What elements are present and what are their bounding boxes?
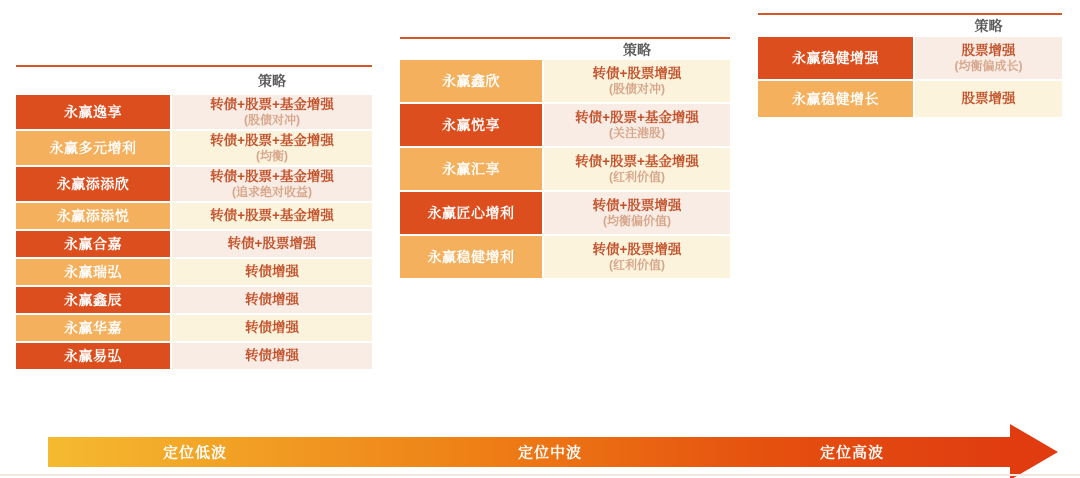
fund-strategy-cell: [544, 192, 730, 234]
fund-strategy-cell: [172, 167, 372, 201]
strategy-note: (股债对冲): [609, 82, 665, 96]
fund-row: [16, 287, 372, 313]
fund-name-cell: 永赢汇享: [400, 148, 542, 190]
strategy-text: 转债+股票+基金增强: [210, 133, 334, 148]
strategy-note: (红利价值): [609, 170, 665, 184]
fund-name-cell: 永赢华嘉: [16, 315, 170, 341]
fund-name-cell: 永赢多元增利: [16, 131, 170, 165]
strategy-note: (追求绝对收益): [232, 185, 312, 199]
fund-name-cell: 永赢稳健增长: [758, 81, 913, 117]
table-rows: [400, 60, 730, 278]
fund-row: [16, 315, 372, 341]
fund-strategy-cell: [915, 37, 1062, 79]
axis-label-mid-volatility: 定位中波: [517, 444, 583, 462]
fund-strategy-cell: [544, 104, 730, 146]
fund-strategy-cell: [172, 231, 372, 257]
fund-strategy-cell: [544, 236, 730, 278]
fund-strategy-cell: [172, 259, 372, 285]
strategy-text: 转债+股票+基金增强: [210, 169, 334, 184]
table-header-row: [758, 15, 1062, 37]
strategy-text: 转债增强: [245, 292, 299, 307]
strategy-column-header: 策略: [623, 41, 651, 58]
fund-row: [400, 60, 730, 102]
fund-name-cell: 永赢匠心增利: [400, 192, 542, 234]
strategy-note: (红利价值): [609, 258, 665, 272]
fund-name-cell: 永赢鑫欣: [400, 60, 542, 102]
axis-label-high-volatility: 定位高波: [819, 444, 885, 462]
fund-strategy-cell: [544, 60, 730, 102]
fund-row: [400, 236, 730, 278]
low-volatility-table: [16, 65, 372, 369]
strategy-column-header: 策略: [974, 18, 1003, 34]
fund-row: [16, 259, 372, 285]
fund-row: [16, 343, 372, 369]
fund-row: [400, 192, 730, 234]
strategy-text: 转债+股票增强: [592, 198, 682, 213]
fund-row: [16, 167, 372, 201]
fund-strategy-cell: [172, 315, 372, 341]
fund-row: [400, 148, 730, 190]
volatility-axis-arrow: [48, 437, 1010, 467]
fund-row: [16, 231, 372, 257]
fund-strategy-cell: [172, 95, 372, 129]
fund-name-cell: 永赢逸享: [16, 95, 170, 129]
axis-label-low-volatility: 定位低波: [162, 444, 228, 462]
strategy-text: 转债增强: [245, 348, 299, 363]
fund-name-cell: 永赢稳健增利: [400, 236, 542, 278]
strategy-note: (股债对冲): [244, 113, 300, 127]
strategy-text: 转债增强: [245, 320, 299, 335]
strategy-text: 股票增强: [961, 91, 1016, 106]
strategy-text: 转债+股票增强: [592, 242, 682, 257]
mid-volatility-table: [400, 37, 730, 278]
strategy-text: 转债+股票+基金增强: [210, 97, 334, 112]
table-header-row: [16, 67, 372, 95]
fund-strategy-cell: [172, 203, 372, 229]
strategy-text: 转债增强: [245, 264, 299, 279]
strategy-text: 转债+股票+基金增强: [575, 110, 699, 125]
strategy-text: 转债+股票增强: [592, 66, 682, 81]
fund-name-cell: 永赢瑞弘: [16, 259, 170, 285]
strategy-column-header: 策略: [258, 73, 286, 89]
fund-name-cell: 永赢添添欣: [16, 167, 170, 201]
strategy-note: (均衡偏成长): [954, 59, 1023, 73]
fund-strategy-cell: [172, 343, 372, 369]
fund-row: [16, 203, 372, 229]
table-header-row: [400, 39, 730, 60]
fund-name-cell: 永赢鑫辰: [16, 287, 170, 313]
fund-name-cell: 永赢易弘: [16, 343, 170, 369]
strategy-note: (均衡偏价值): [603, 214, 671, 228]
bottom-divider: [0, 474, 1080, 476]
fund-name-cell: 永赢稳健增强: [758, 37, 913, 79]
strategy-note: (均衡): [256, 149, 288, 163]
fund-name-cell: 永赢合嘉: [16, 231, 170, 257]
fund-row: [16, 131, 372, 165]
fund-strategy-cell: [544, 148, 730, 190]
fund-strategy-cell: [172, 131, 372, 165]
fund-name-cell: 永赢悦享: [400, 104, 542, 146]
fund-strategy-cell: [915, 81, 1062, 117]
strategy-text: 股票增强: [961, 43, 1016, 58]
fund-row: [758, 81, 1062, 117]
fund-strategy-cell: [172, 287, 372, 313]
high-volatility-table: [758, 13, 1062, 117]
strategy-text: 转债+股票+基金增强: [210, 208, 334, 223]
fund-row: [400, 104, 730, 146]
table-rows: [16, 95, 372, 369]
fund-row: [16, 95, 372, 129]
table-rows: [758, 37, 1062, 117]
strategy-text: 转债+股票增强: [227, 236, 317, 251]
strategy-text: 转债+股票+基金增强: [575, 154, 699, 169]
arrow-head-icon: [1010, 424, 1058, 478]
fund-row: [758, 37, 1062, 79]
fund-name-cell: 永赢添添悦: [16, 203, 170, 229]
strategy-note: (关注港股): [609, 126, 665, 140]
